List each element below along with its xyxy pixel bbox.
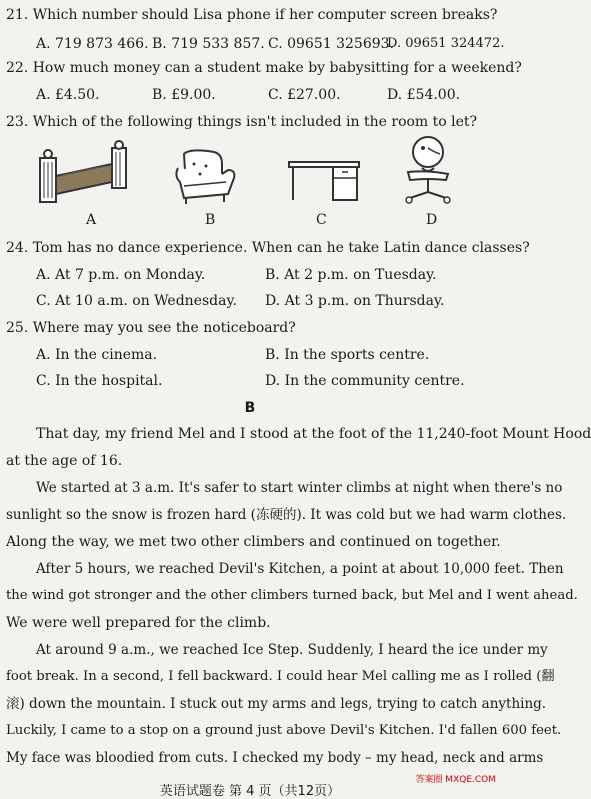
passage-line: Along the way, we met two other climbers and continued on together. bbox=[6, 534, 501, 550]
bed-picture bbox=[30, 140, 140, 205]
q23-label-b: B bbox=[205, 212, 216, 228]
q23-label-c: C bbox=[316, 212, 327, 228]
q22-option-c: C. £27.00. bbox=[268, 87, 341, 103]
desk-picture bbox=[287, 160, 362, 204]
passage-line: at the age of 16. bbox=[6, 453, 123, 469]
passage-line: That day, my friend Mel and I stood at the foot of the 11,240-foot Mount Hood bbox=[36, 426, 591, 442]
q21-option-c: C. 09651 325693. bbox=[268, 36, 394, 52]
q21-option-b: B. 719 533 857. bbox=[152, 36, 265, 52]
swivel-chair-picture bbox=[398, 134, 458, 206]
q24-option-a: A. At 7 p.m. on Monday. bbox=[36, 267, 206, 283]
q22-option-d: D. £54.00. bbox=[387, 87, 461, 103]
page-footer: 英语试题卷 第 4 页（共12页） bbox=[159, 784, 341, 799]
q25-option-c: C. In the hospital. bbox=[36, 373, 163, 389]
q21-option-a: A. 719 873 466. bbox=[36, 36, 149, 52]
q24-stem: 24. Tom has no dance experience. When can he take Latin dance classes? bbox=[6, 240, 530, 256]
passage-line: sunlight so the snow is frozen hard (冻硬的). It was cold but we had warm clothes. bbox=[6, 507, 567, 523]
watermark: 答案圈 MXQE.COM bbox=[415, 775, 496, 785]
passage-line: We were well prepared for the climb. bbox=[6, 615, 271, 631]
q22-option-b: B. £9.00. bbox=[152, 87, 216, 103]
q25-option-b: B. In the sports centre. bbox=[265, 347, 430, 363]
passage-line: My face was bloodied from cuts. I checked my body – my head, neck and arms bbox=[6, 750, 544, 766]
q22-option-a: A. £4.50. bbox=[36, 87, 100, 103]
q25-stem: 25. Where may you see the noticeboard? bbox=[6, 320, 296, 336]
passage-line: foot break. In a second, I fell backward. I could hear Mel calling me as I rolled (翻 bbox=[6, 669, 555, 684]
armchair-picture bbox=[170, 148, 250, 206]
q23-stem: 23. Which of the following things isn't included in the room to let? bbox=[6, 114, 478, 130]
section-heading: B bbox=[244, 400, 256, 416]
q22-stem: 22. How much money can a student make by babysitting for a weekend? bbox=[6, 60, 522, 76]
q24-option-d: D. At 3 p.m. on Thursday. bbox=[265, 293, 445, 309]
passage-line: 滚) down the mountain. I stuck out my arms and legs, trying to catch anything. bbox=[6, 696, 547, 712]
passage-line: We started at 3 a.m. It's safer to start winter climbs at night when there's no bbox=[36, 480, 563, 496]
q21-stem: 21. Which number should Lisa phone if her computer screen breaks? bbox=[6, 7, 498, 23]
q21-option-d: D. 09651 324472. bbox=[387, 36, 505, 51]
q24-option-b: B. At 2 p.m. on Tuesday. bbox=[265, 267, 437, 283]
passage-line: At around 9 a.m., we reached Ice Step. Suddenly, I heard the ice under my bbox=[36, 642, 548, 658]
passage-line: Luckily, I came to a stop on a ground just above Devil's Kitchen. I'd fallen 600 feet. bbox=[6, 723, 562, 738]
q25-option-d: D. In the community centre. bbox=[265, 373, 465, 389]
passage-line: After 5 hours, we reached Devil's Kitchen, a point at about 10,000 feet. Then bbox=[36, 561, 564, 577]
q25-option-a: A. In the cinema. bbox=[36, 347, 158, 363]
q24-option-c: C. At 10 a.m. on Wednesday. bbox=[36, 293, 237, 309]
q23-label-d: D bbox=[426, 212, 438, 228]
q23-label-a: A bbox=[86, 212, 97, 228]
passage-line: the wind got stronger and the other climbers turned back, but Mel and I went ahead. bbox=[6, 588, 578, 603]
